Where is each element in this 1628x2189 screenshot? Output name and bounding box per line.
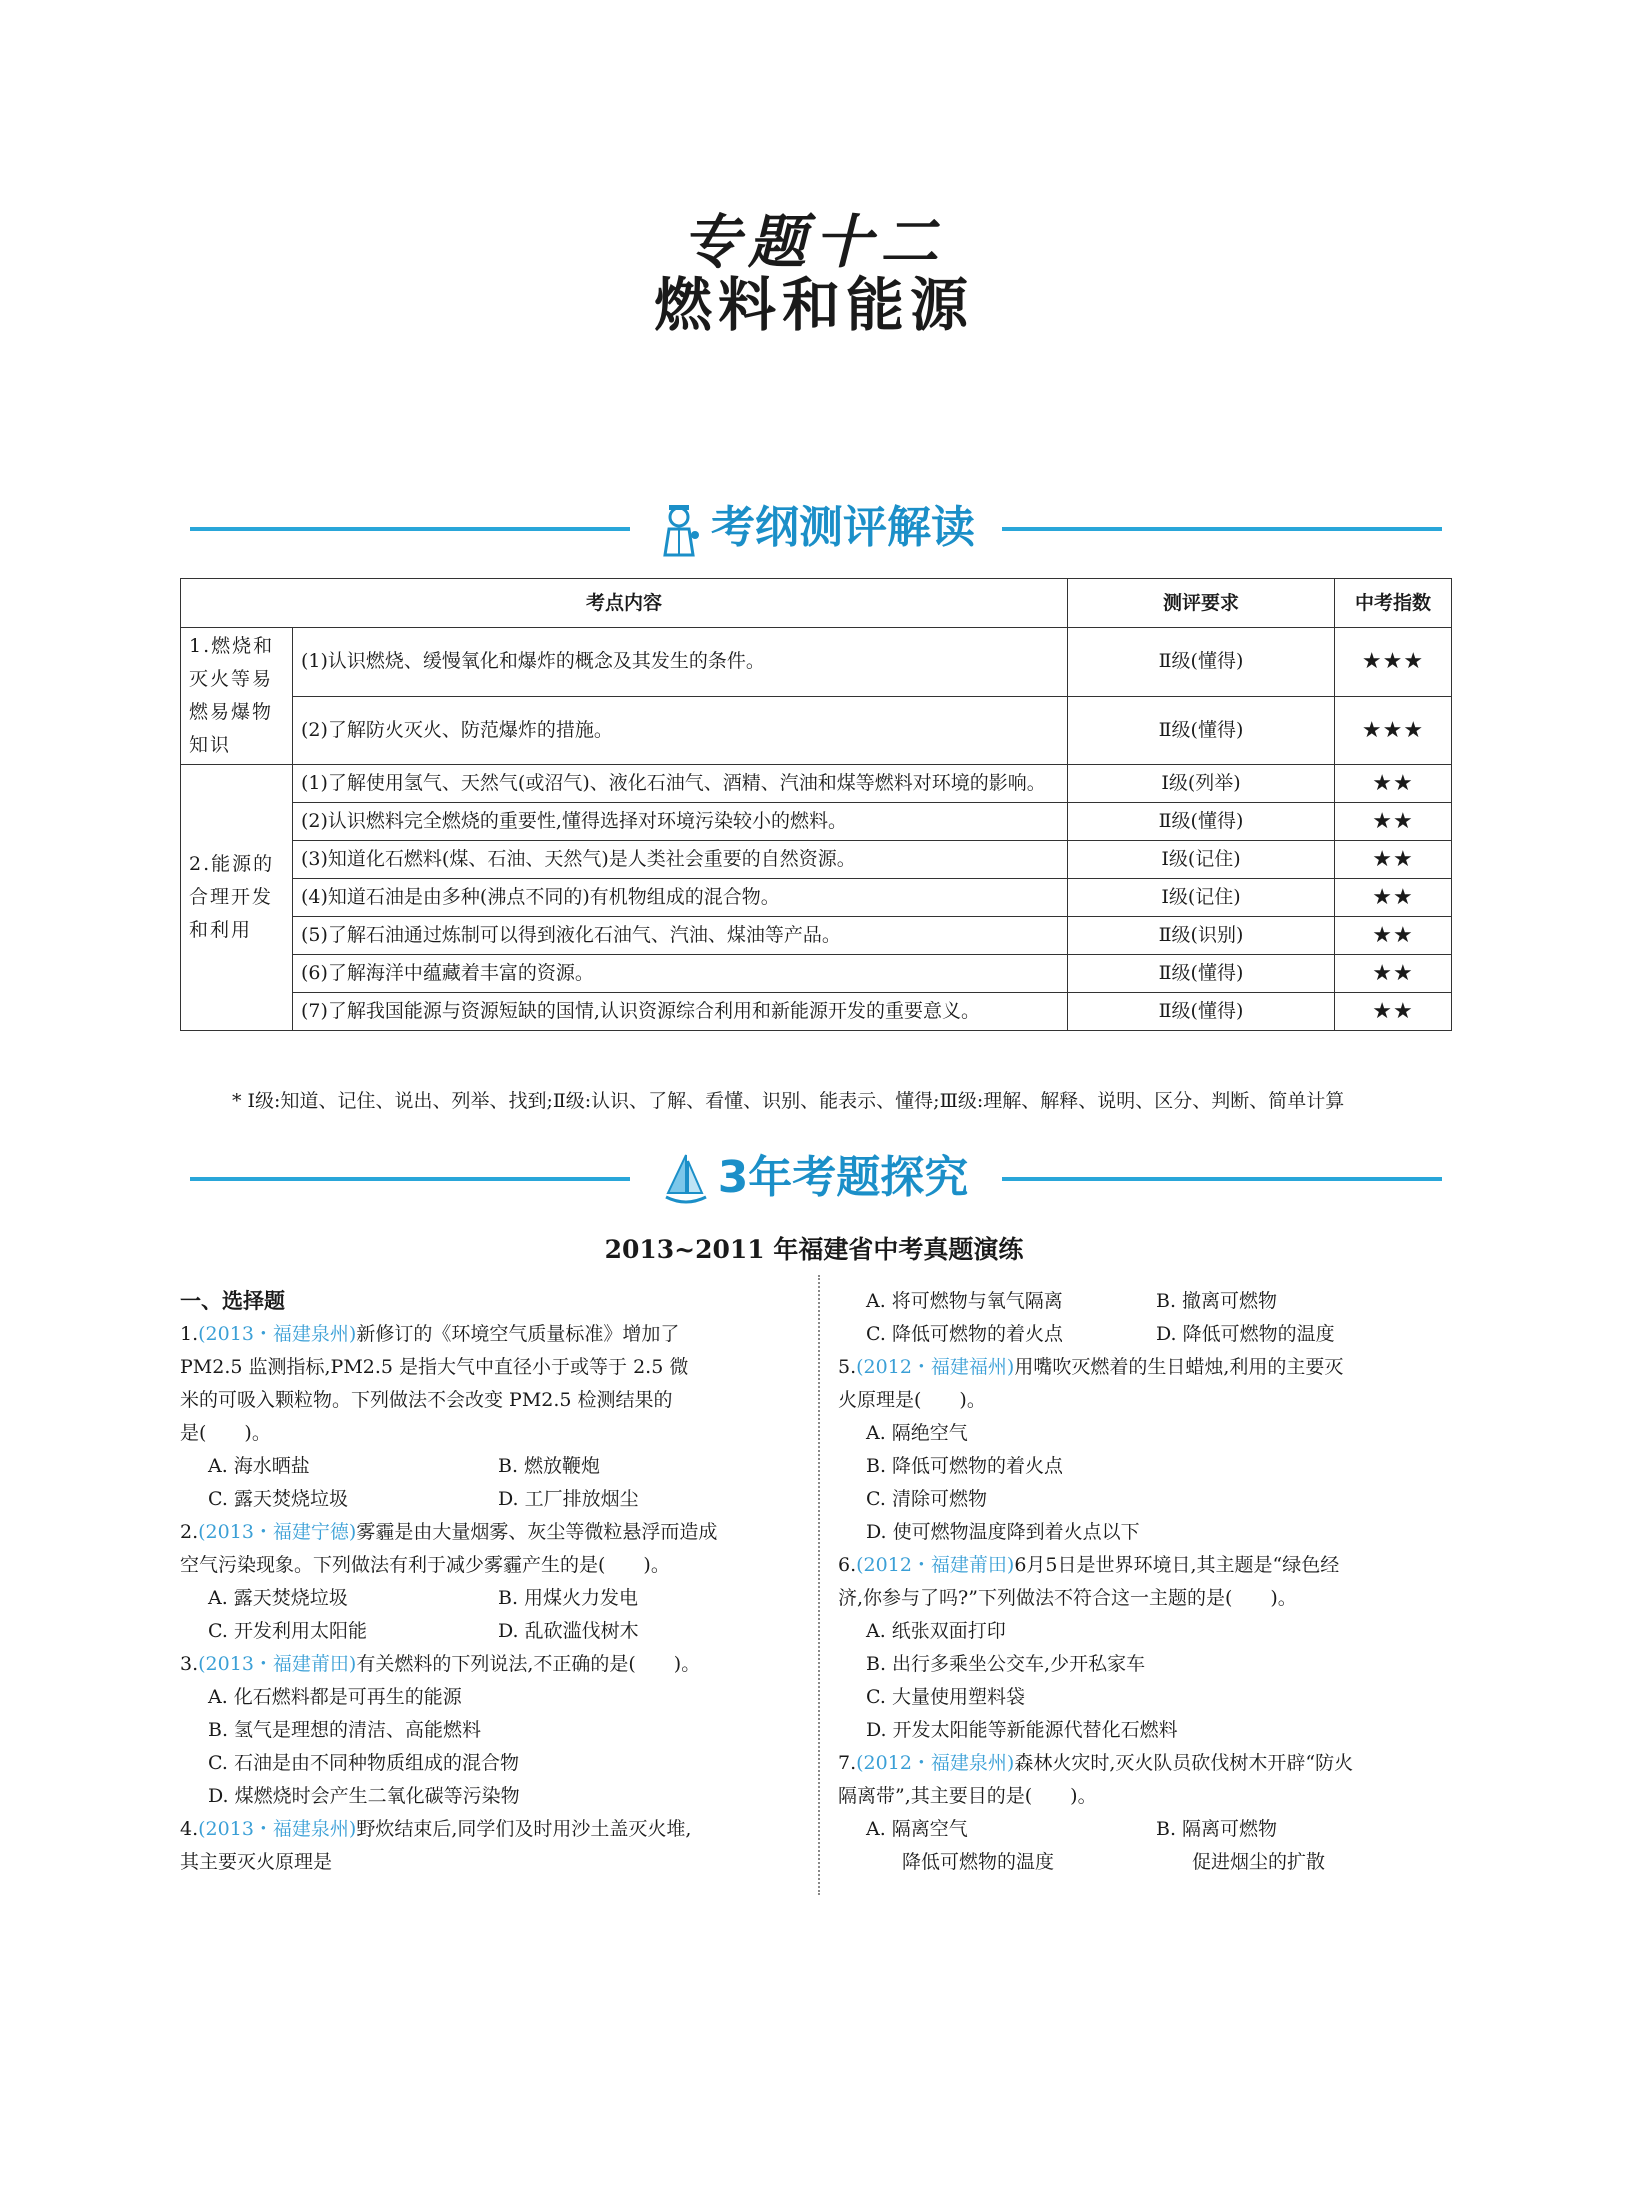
option-d[interactable]: D. 煤燃烧时会产生二氧化碳等污染物 — [208, 1785, 520, 1807]
stars-cell: ★★ — [1335, 765, 1452, 803]
stars-cell: ★★★ — [1335, 696, 1452, 765]
option-c[interactable]: C. 露天焚烧垃圾 — [208, 1488, 348, 1510]
stars-cell: ★★ — [1335, 917, 1452, 955]
exam-subtitle: 2013~2011 年福建省中考真题演练 — [604, 1235, 1024, 1264]
category-cell: 2.能源的合理开发和利用 — [181, 765, 293, 1031]
option-c[interactable]: C. 大量使用塑料袋 — [866, 1686, 1025, 1708]
option-d[interactable]: D. 降低可燃物的温度 — [1156, 1323, 1335, 1345]
section-banner-exam — [190, 1148, 1442, 1208]
question-7: 7.(2012・福建泉州)森林火灾时,灭火队员砍伐树木开辟“防火 隔离带”,其主要目的是( )。 A. 隔离空气 B. 隔离可燃物 降低可燃物的温度 促进烟尘的扩散 — [838, 1747, 1450, 1879]
header-requirement: 测评要求 — [1068, 579, 1335, 628]
scientist-icon — [657, 503, 701, 557]
stars-cell: ★★ — [1335, 841, 1452, 879]
banner-label: 考纲测评解读 — [711, 502, 975, 553]
stars-cell: ★★ — [1335, 803, 1452, 841]
table-row — [181, 628, 1452, 697]
table-row — [181, 841, 1452, 879]
option-b[interactable]: B. 隔离可燃物 — [1156, 1818, 1278, 1840]
question-2: 2.(2013・福建宁德)雾霾是由大量烟雾、灰尘等微粒悬浮而造成 空气污染现象。下列做法有利于减少雾霾产生的是( )。 A. 露天焚烧垃圾 B. 用煤火力发电 C. 开发利用太阳能 D. 乱砍滥伐树木 — [180, 1516, 808, 1648]
option-a[interactable]: A. 化石燃料都是可再生的能源 — [208, 1686, 462, 1708]
option-c[interactable]: C. 石油是由不同种物质组成的混合物 — [208, 1752, 519, 1774]
sailboat-icon — [664, 1153, 708, 1207]
banner-label: 3年考题探究 — [717, 1152, 969, 1203]
content-cell: (3)知道化石燃料(煤、石油、天然气)是人类社会重要的自然资源。 — [293, 841, 1068, 879]
column-divider — [818, 1275, 820, 1895]
content-cell: (2)认识燃料完全燃烧的重要性,懂得选择对环境污染较小的燃料。 — [293, 803, 1068, 841]
level-cell: Ⅱ级(懂得) — [1068, 628, 1335, 697]
section-banner-syllabus — [190, 498, 1442, 558]
content-cell: (7)了解我国能源与资源短缺的国情,认识资源综合利用和新能源开发的重要意义。 — [293, 993, 1068, 1031]
content-cell: (2)了解防火灭火、防范爆炸的措施。 — [293, 696, 1068, 765]
level-cell: Ⅱ级(懂得) — [1068, 955, 1335, 993]
stars-cell: ★★ — [1335, 879, 1452, 917]
level-cell: Ⅰ级(记住) — [1068, 841, 1335, 879]
table-row — [181, 696, 1452, 765]
question-3: 3.(2013・福建莆田)有关燃料的下列说法,不正确的是( )。 A. 化石燃料都是可再生的能源 B. 氢气是理想的清洁、高能燃料 C. 石油是由不同种物质组成的混合物 D. 煤燃烧时会产生二氧化碳等污染物 — [180, 1648, 808, 1813]
question-4-options — [838, 1285, 1450, 1351]
question-5: 5.(2012・福建福州)用嘴吹灭燃着的生日蜡烛,利用的主要灭 火原理是( )。 A. 隔绝空气 B. 降低可燃物的着火点 C. 清除可燃物 D. 使可燃物温度降到着火点以下 — [838, 1351, 1450, 1549]
question-1: 1.(2013・福建泉州)新修订的《环境空气质量标准》增加了 PM2.5 监测指标,PM2.5 是指大气中直径小于或等于 2.5 微 米的可吸入颗粒物。下列做法不会改变 PM2.5 检测结果的 是( )。 A. 海水晒盐 B. 燃放鞭炮 C. 露天焚烧垃圾 D. 工厂排放烟尘 — [180, 1318, 808, 1516]
question-source: (2012・福建莆田) — [856, 1554, 1015, 1576]
table-row — [181, 955, 1452, 993]
question-source: (2013・福建宁德) — [198, 1521, 357, 1543]
option-a[interactable]: A. 隔离空气 — [866, 1818, 968, 1840]
level-cell: Ⅱ级(懂得) — [1068, 803, 1335, 841]
table-row — [181, 917, 1452, 955]
option-c[interactable]: C. 降低可燃物的着火点 — [866, 1323, 1063, 1345]
option-c[interactable]: C. 清除可燃物 — [866, 1488, 987, 1510]
option-d[interactable]: D. 乱砍滥伐树木 — [498, 1620, 639, 1642]
option-b[interactable]: B. 撤离可燃物 — [1156, 1290, 1278, 1312]
level-cell: Ⅰ级(列举) — [1068, 765, 1335, 803]
section-heading: 一、选择题 — [180, 1289, 285, 1313]
question-4: 4.(2013・福建泉州)野炊结束后,同学们及时用沙土盖灭火堆, 其主要灭火原理是 — [180, 1818, 692, 1873]
question-6: 6.(2012・福建莆田)6月5日是世界环境日,其主题是“绿色经 济,你参与了吗?”下列做法不符合这一主题的是( )。 A. 纸张双面打印 B. 出行多乘坐公交车,少开私家车 C. 大量使用塑料袋 D. 开发太阳能等新能源代替化石燃料 — [838, 1549, 1450, 1747]
option-d[interactable]: 促进烟尘的扩散 — [1192, 1851, 1326, 1873]
content-cell: (5)了解石油通过炼制可以得到液化石油气、汽油、煤油等产品。 — [293, 917, 1068, 955]
option-b[interactable]: B. 用煤火力发电 — [498, 1587, 639, 1609]
header-index: 中考指数 — [1335, 579, 1452, 628]
category-cell: 1.燃烧和灭火等易燃易爆物知识 — [181, 628, 293, 765]
question-source: (2013・福建莆田) — [198, 1653, 357, 1675]
option-c[interactable]: C. 开发利用太阳能 — [208, 1620, 367, 1642]
level-cell: Ⅰ级(记住) — [1068, 879, 1335, 917]
stars-cell: ★★ — [1335, 955, 1452, 993]
right-column — [838, 1285, 1450, 1879]
content-cell: (6)了解海洋中蕴藏着丰富的资源。 — [293, 955, 1068, 993]
content-cell: (1)了解使用氢气、天然气(或沼气)、液化石油气、酒精、汽油和煤等燃料对环境的影响。 — [293, 765, 1068, 803]
stars-cell: ★★ — [1335, 993, 1452, 1031]
option-a[interactable]: A. 纸张双面打印 — [866, 1620, 1006, 1642]
table-row — [181, 765, 1452, 803]
option-a[interactable]: A. 海水晒盐 — [208, 1455, 310, 1477]
left-column — [180, 1285, 808, 1879]
chapter-number: 专题十二 — [681, 208, 946, 276]
content-cell: (4)知道石油是由多种(沸点不同的)有机物组成的混合物。 — [293, 879, 1068, 917]
option-c[interactable]: 降低可燃物的温度 — [902, 1851, 1055, 1873]
header-content: 考点内容 — [181, 579, 1068, 628]
question-source: (2013・福建泉州) — [198, 1323, 357, 1345]
chapter-title: 燃料和能源 — [653, 271, 974, 339]
option-b[interactable]: B. 氢气是理想的清洁、高能燃料 — [208, 1719, 482, 1741]
stars-cell: ★★★ — [1335, 628, 1452, 697]
option-a[interactable]: A. 隔绝空气 — [866, 1422, 968, 1444]
option-b[interactable]: B. 降低可燃物的着火点 — [866, 1455, 1064, 1477]
content-cell: (1)认识燃烧、缓慢氧化和爆炸的概念及其发生的条件。 — [293, 628, 1068, 697]
question-source: (2012・福建泉州) — [856, 1752, 1015, 1774]
syllabus-table — [180, 578, 1452, 1031]
level-cell: Ⅱ级(懂得) — [1068, 993, 1335, 1031]
option-a[interactable]: A. 将可燃物与氧气隔离 — [866, 1290, 1063, 1312]
table-row — [181, 879, 1452, 917]
level-note: * Ⅰ级:知道、记住、说出、列举、找到;Ⅱ级:认识、了解、看懂、识别、能表示、懂得;Ⅲ级:理解、解释、说明、区分、判断、简单计算 — [232, 1090, 1345, 1112]
option-b[interactable]: B. 出行多乘坐公交车,少开私家车 — [866, 1653, 1146, 1675]
table-row — [181, 803, 1452, 841]
question-source: (2012・福建福州) — [856, 1356, 1015, 1378]
option-d[interactable]: D. 开发太阳能等新能源代替化石燃料 — [866, 1719, 1178, 1741]
level-cell: Ⅱ级(懂得) — [1068, 696, 1335, 765]
option-b[interactable]: B. 燃放鞭炮 — [498, 1455, 601, 1477]
table-header-row — [181, 579, 1452, 628]
question-source: (2013・福建泉州) — [198, 1818, 357, 1840]
level-cell: Ⅱ级(识别) — [1068, 917, 1335, 955]
option-d[interactable]: D. 使可燃物温度降到着火点以下 — [866, 1521, 1140, 1543]
option-a[interactable]: A. 露天焚烧垃圾 — [208, 1587, 348, 1609]
option-d[interactable]: D. 工厂排放烟尘 — [498, 1488, 639, 1510]
table-row — [181, 993, 1452, 1031]
